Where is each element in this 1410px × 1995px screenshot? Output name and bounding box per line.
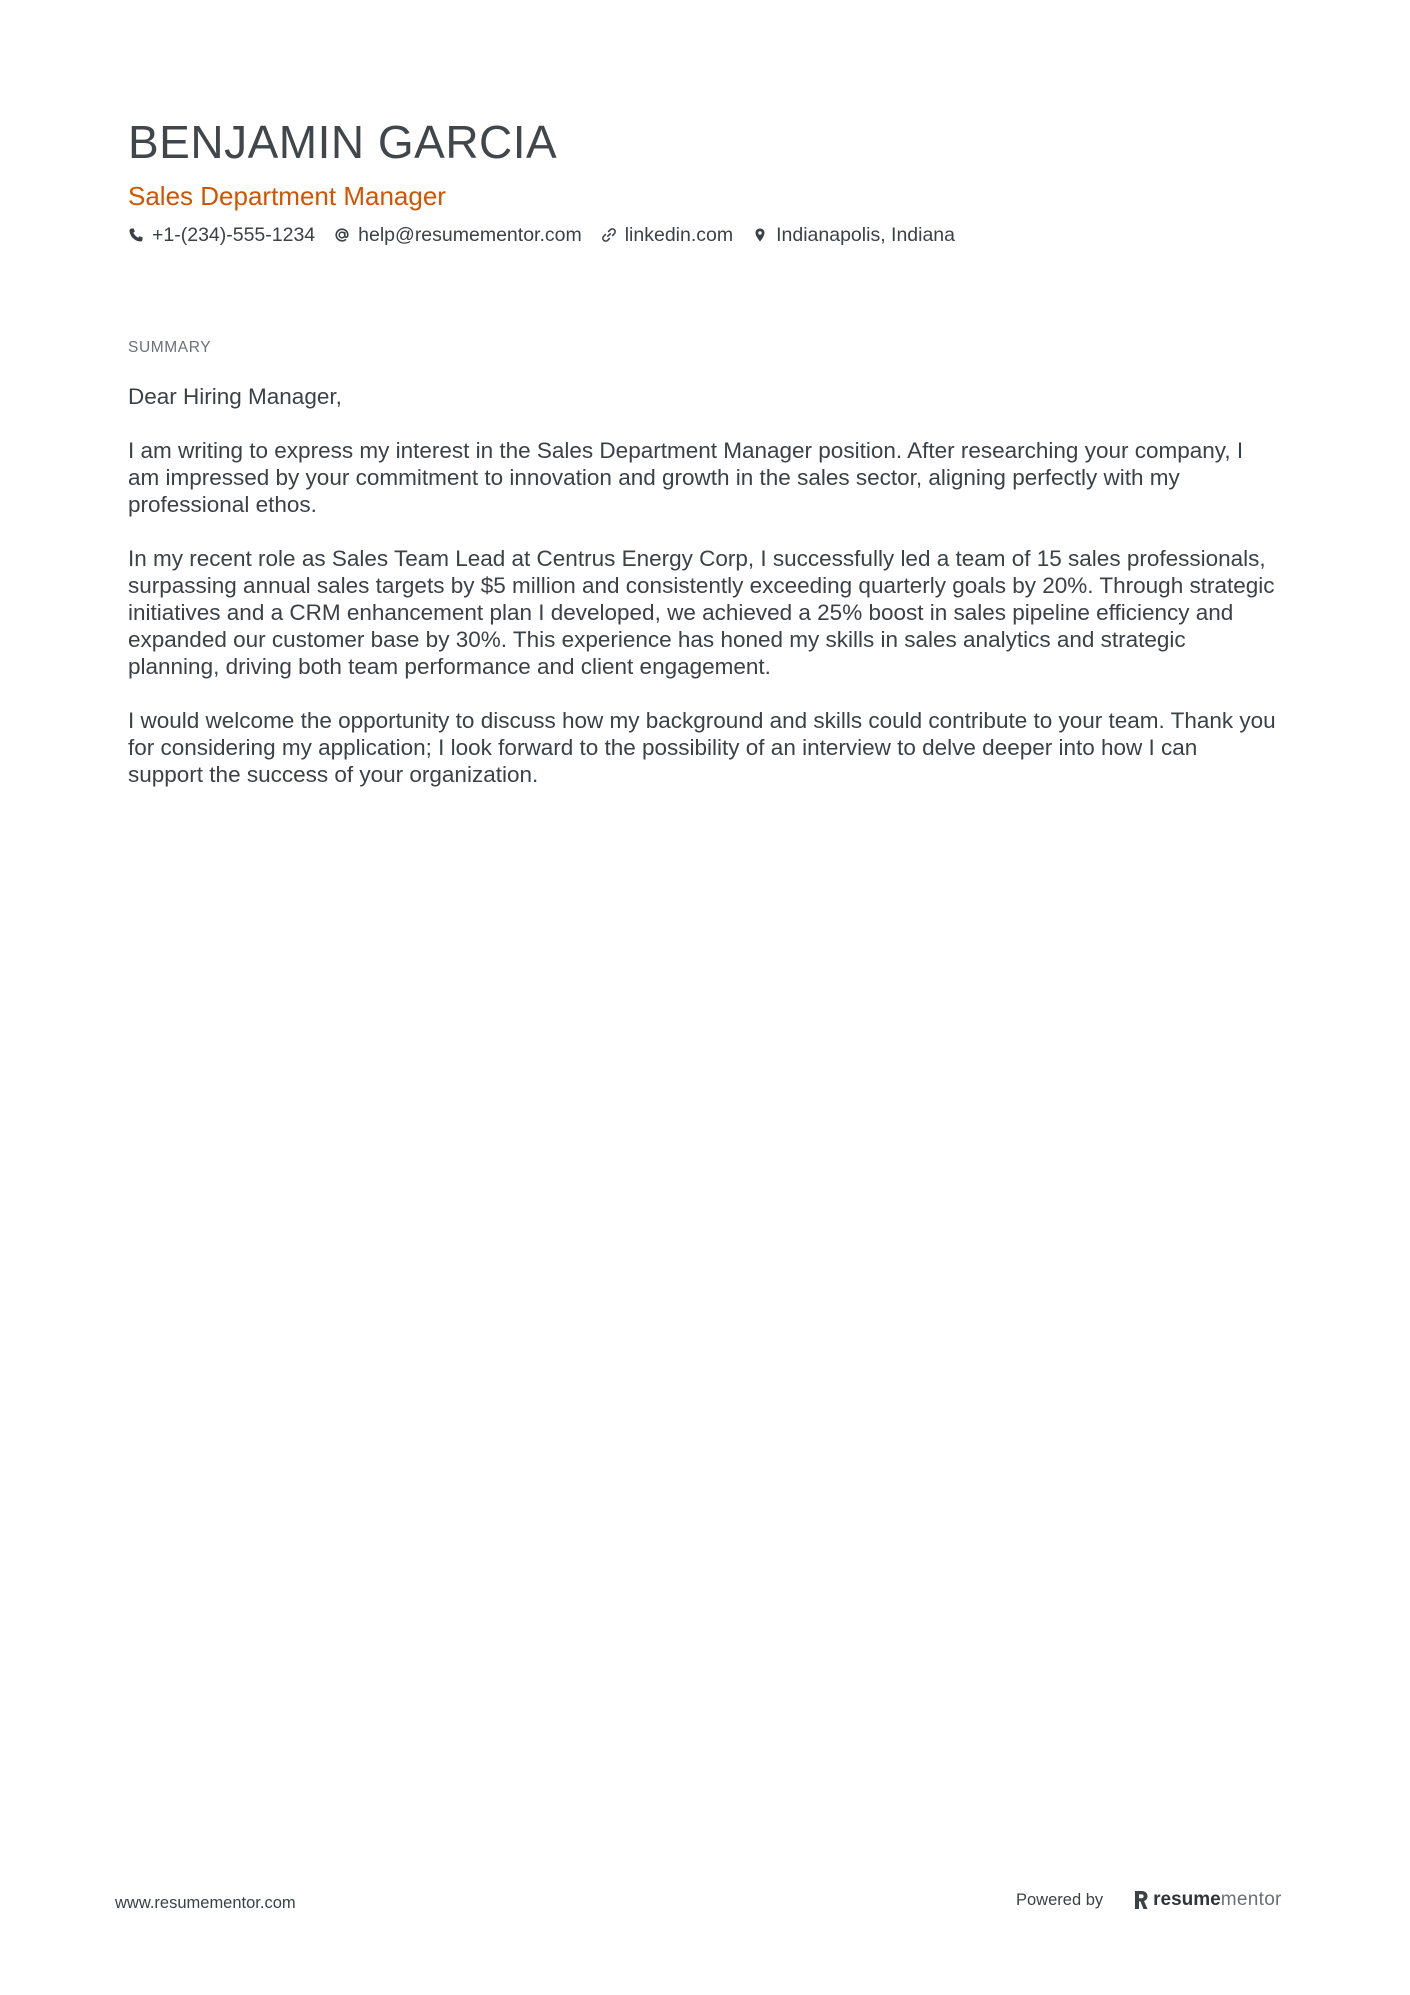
salutation: Dear Hiring Manager, [128, 384, 342, 409]
brand-text-resume: resume [1153, 1889, 1221, 1910]
footer-branding [1016, 1889, 1282, 1911]
phone-number[interactable]: +1-(234)-555-1234 [152, 224, 316, 246]
candidate-name: BENJAMIN GARCIA [128, 116, 558, 168]
summary-body [128, 383, 1278, 815]
powered-by-label: Powered by [1016, 1890, 1104, 1909]
contact-location [752, 222, 955, 248]
contact-bar [128, 222, 1288, 248]
resumementor-logo-icon [1133, 1890, 1149, 1910]
linkedin-link[interactable]: linkedin.com [624, 224, 734, 246]
header [128, 114, 1288, 248]
contact-linkedin [601, 222, 733, 248]
phone-icon [128, 227, 144, 243]
footer-website[interactable]: www.resumementor.com [115, 1894, 296, 1912]
paragraph-intro: I am writing to express my interest in the Sales Department Manager position. After researching your company, I am impressed by your commitment to innovation and growth in the sales sector, aligning perfectly with my professional ethos. [128, 438, 1244, 517]
location-pin-icon [752, 227, 768, 243]
at-icon [334, 227, 350, 243]
contact-email [334, 222, 582, 248]
job-title: Sales Department Manager [128, 181, 446, 211]
resumementor-logo[interactable] [1133, 1889, 1282, 1911]
contact-phone [128, 222, 315, 248]
brand-text-mentor: mentor [1220, 1889, 1282, 1910]
paragraph-closing: I would welcome the opportunity to discuss how my background and skills could contribute to your team. Thank you for considering my application; I look forward to the possibility of an interview to delve deeper into how I can support the success of your organization. [128, 708, 1276, 787]
location-text: Indianapolis, Indiana [776, 224, 955, 246]
paragraph-experience: In my recent role as Sales Team Lead at Centrus Energy Corp, I successfully led a team of 15 sales professionals, surpassing annual sales targets by $5 million and consistently exceeding quarterly goals by 20%. Through strategic initiatives and a CRM enhancement plan I developed, we achieved a 25% boost in sales pipeline efficiency and expanded our customer base by 30%. This experience has honed my skills in sales analytics and strategic planning, driving both team performance and client engagement. [128, 546, 1275, 679]
email-address[interactable]: help@resumementor.com [358, 224, 582, 246]
link-icon [601, 227, 617, 243]
summary-heading: SUMMARY [128, 339, 212, 356]
